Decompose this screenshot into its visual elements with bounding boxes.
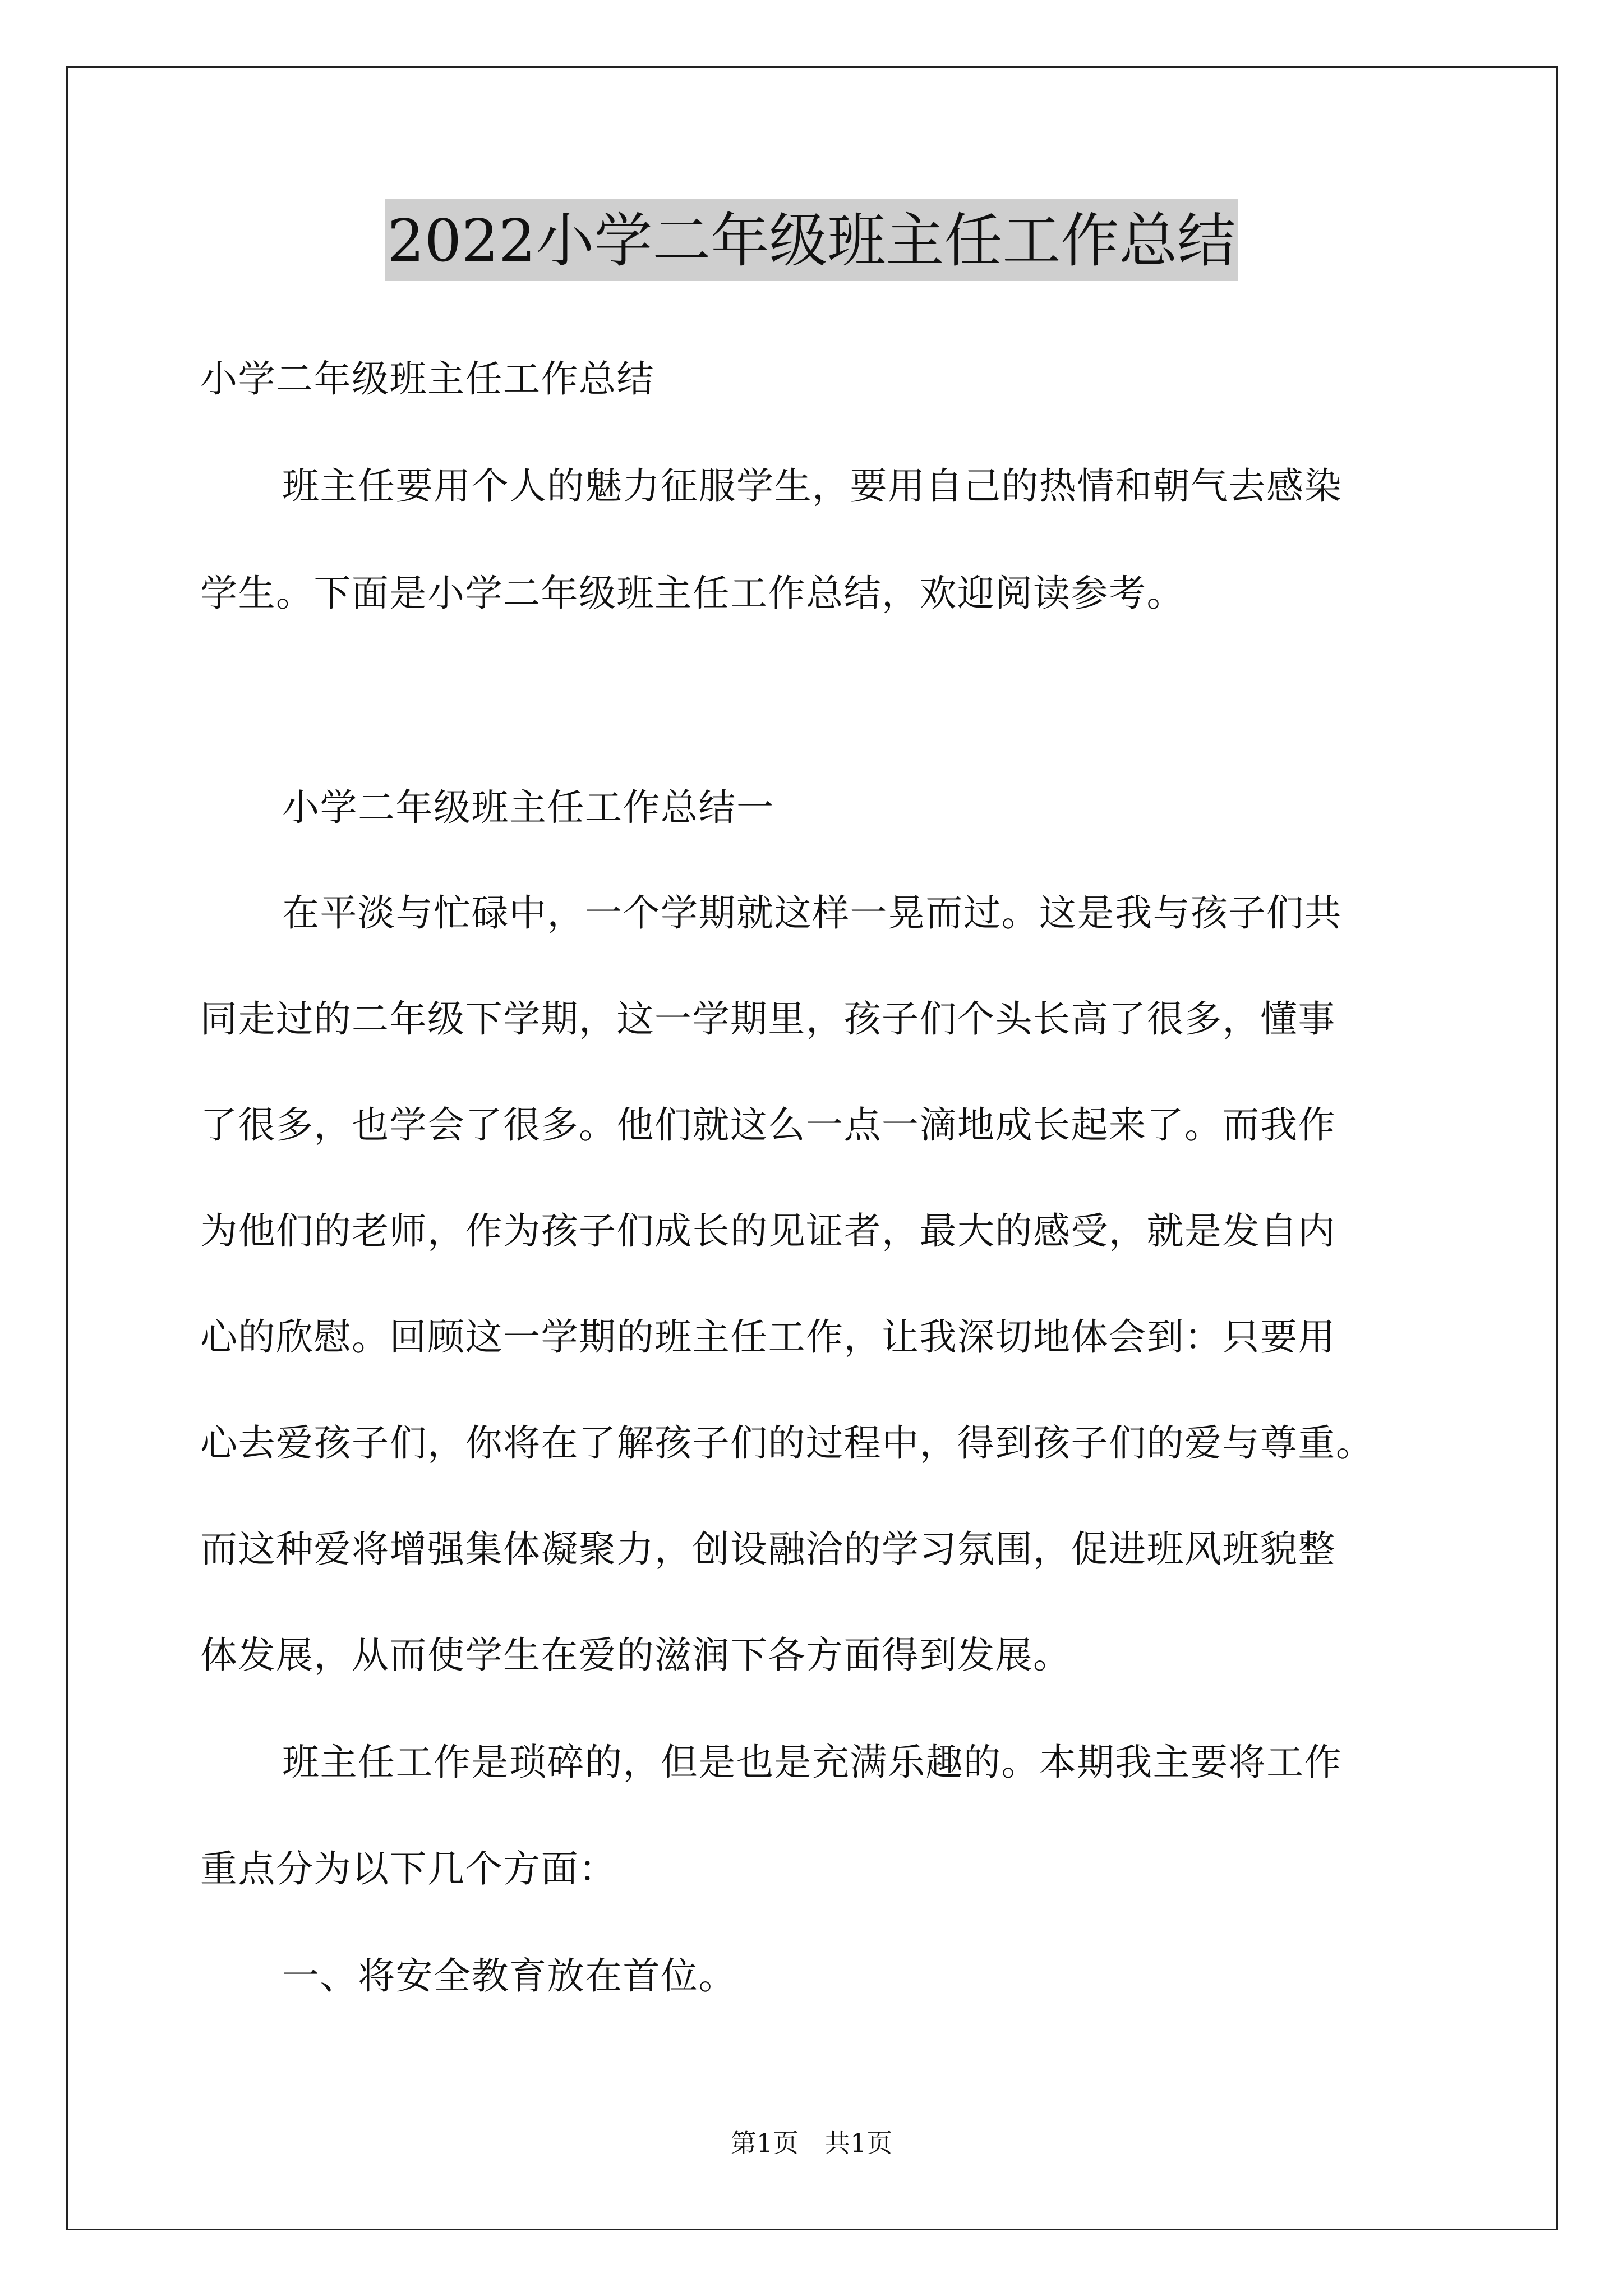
- paragraph-1-line-6: 心去爱孩子们，你将在了解孩子们的过程中，得到孩子们的爱与尊重。: [200, 1421, 1374, 1465]
- section-heading: 小学二年级班主任工作总结一: [282, 786, 774, 829]
- page-footer: 第1页 共1页: [730, 2128, 893, 2158]
- intro-line-1: 班主任要用个人的魅力征服学生，要用自己的热情和朝气去感染: [282, 464, 1342, 508]
- intro-line-2: 学生。下面是小学二年级班主任工作总结，欢迎阅读参考。: [200, 572, 1184, 615]
- paragraph-1-line-1: 在平淡与忙碌中，一个学期就这样一晃而过。这是我与孩子们共: [282, 891, 1342, 935]
- paragraph-1-line-2: 同走过的二年级下学期，这一学期里，孩子们个头长高了很多，懂事: [200, 997, 1336, 1041]
- paragraph-1-line-3: 了很多，也学会了很多。他们就这么一点一滴地成长起来了。而我作: [200, 1103, 1336, 1147]
- paragraph-1-line-7: 而这种爱将增强集体凝聚力，创设融洽的学习氛围，促进班风班貌整: [200, 1527, 1336, 1571]
- paragraph-1-line-8: 体发展，从而使学生在爱的滋润下各方面得到发展。: [200, 1634, 1071, 1677]
- paragraph-2-line-2: 重点分为以下几个方面：: [200, 1847, 617, 1890]
- title-container: [0, 199, 1623, 281]
- paragraph-1-line-4: 为他们的老师，作为孩子们成长的见证者，最大的感受，就是发自内: [200, 1209, 1336, 1253]
- list-item-1: 一、将安全教育放在首位。: [282, 1954, 736, 1998]
- paragraph-1-line-5: 心的欣慰。回顾这一学期的班主任工作，让我深切地体会到：只要用: [200, 1315, 1336, 1359]
- paragraph-2-line-1: 班主任工作是琐碎的，但是也是充满乐趣的。本期我主要将工作: [282, 1741, 1342, 1784]
- document-subtitle: 小学二年级班主任工作总结: [200, 357, 654, 401]
- document-title: 2022小学二年级班主任工作总结: [385, 199, 1238, 281]
